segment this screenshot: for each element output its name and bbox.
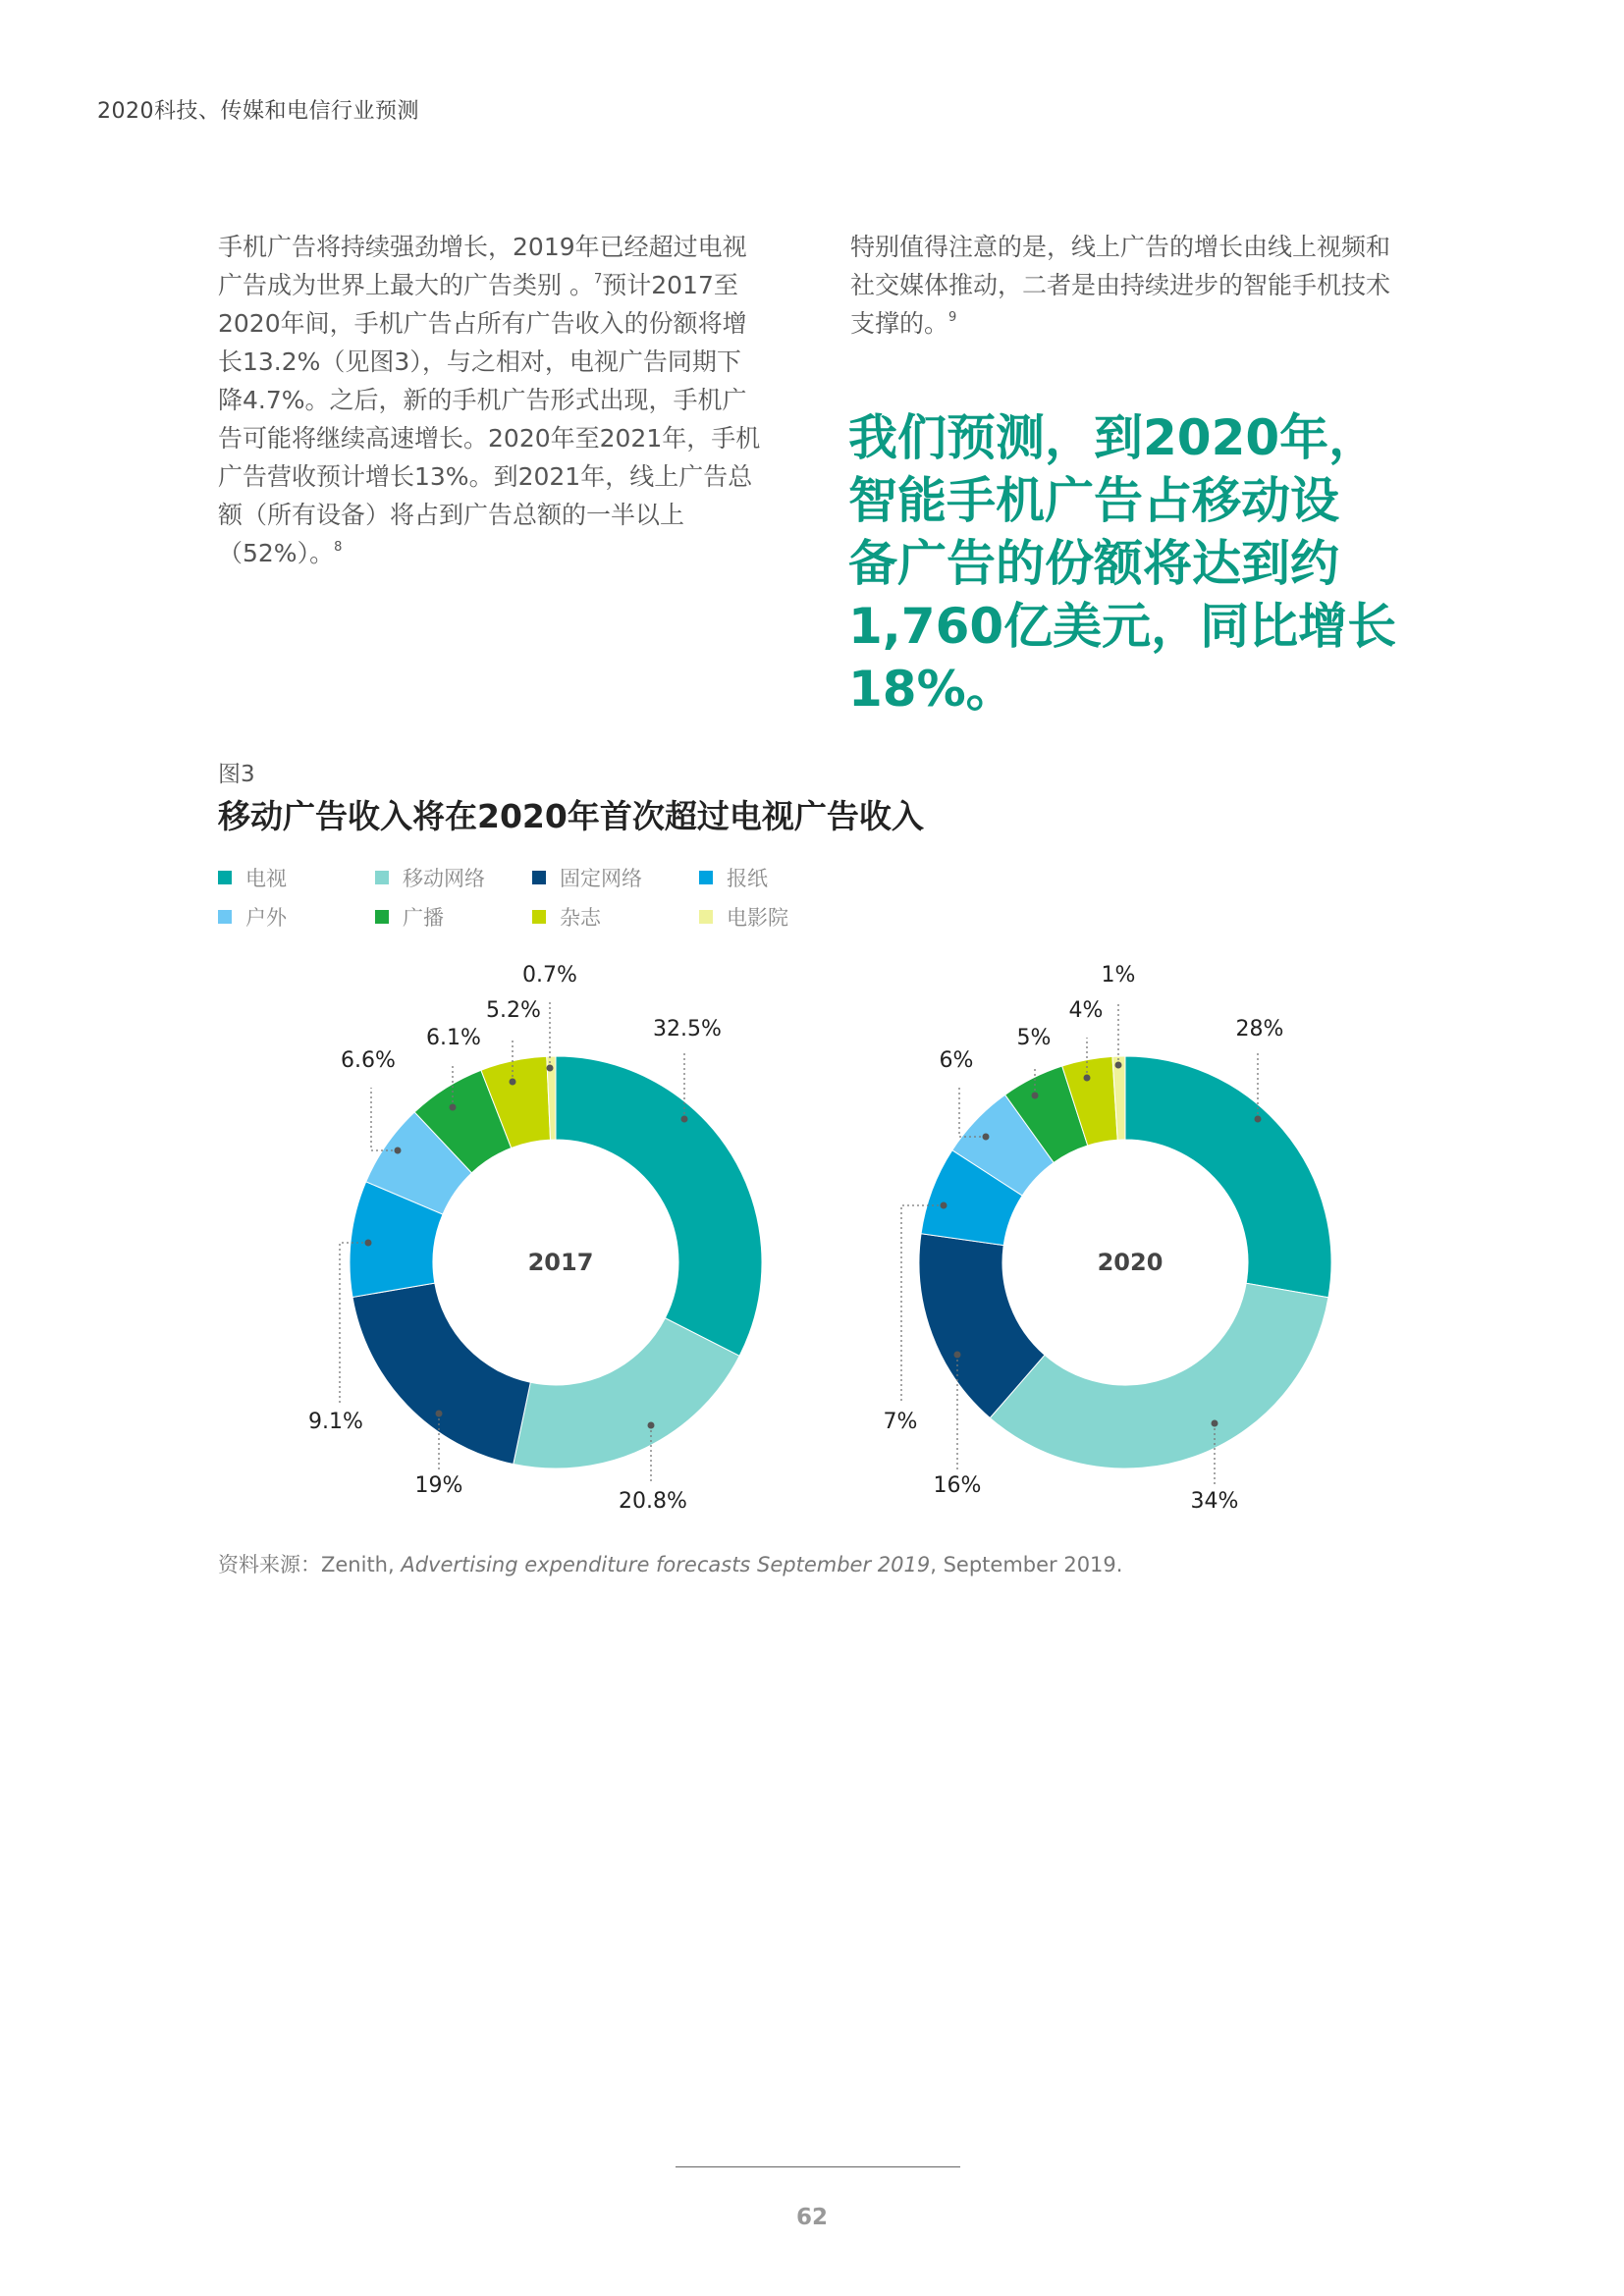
footnote-ref-8[interactable]: 8: [334, 540, 343, 555]
pull-quote-line: 18%。: [848, 661, 1015, 718]
source-note: [218, 1549, 1122, 1578]
data-label: 32.5%: [653, 1017, 722, 1041]
text-run: 广告成为世界上最大的广告类别 。: [218, 271, 594, 299]
data-label: 4%: [1068, 998, 1104, 1023]
source-title: Advertising expenditure forecasts September 2019: [401, 1553, 931, 1576]
text-line: 社交媒体推动，二者是由持续进步的智能手机技术: [850, 271, 1391, 299]
leader-dot: [1115, 1062, 1122, 1069]
text-line: 2020年间，手机广告占所有广告收入的份额将增: [218, 309, 747, 338]
leader-dot: [983, 1134, 990, 1141]
leader-dot: [1032, 1093, 1039, 1099]
leader-dot: [365, 1240, 372, 1247]
data-label: 28%: [1235, 1017, 1284, 1041]
source-prefix: 资料来源：Zenith,: [218, 1553, 402, 1576]
legend-label: 广播: [403, 906, 444, 930]
leader-dot: [450, 1104, 457, 1111]
leader-dot: [1212, 1420, 1218, 1427]
legend-label: 户外: [245, 906, 287, 930]
running-header: 2020科技、传媒和电信行业预测: [97, 99, 419, 124]
leader-dot: [1255, 1116, 1262, 1123]
leader-dot: [681, 1116, 688, 1123]
legend-label: 移动网络: [403, 867, 485, 890]
text-line: 广告营收预计增长13%。到2021年，线上广告总: [218, 462, 753, 491]
data-label: 0.7%: [522, 963, 577, 988]
data-label: 6.1%: [426, 1026, 481, 1050]
legend-label: 电影院: [727, 906, 788, 930]
figure-title: 移动广告收入将在2020年首次超过电视广告收入: [218, 797, 924, 835]
leader-dot: [547, 1065, 554, 1072]
leader-dot: [648, 1422, 655, 1429]
pull-quote-line: 我们预测，到2020年，: [848, 409, 1379, 466]
legend-label: 报纸: [727, 867, 768, 890]
data-label: 5%: [1016, 1026, 1052, 1050]
source-suffix: , September 2019.: [930, 1553, 1123, 1576]
leader-dot: [436, 1411, 443, 1417]
donut-slice-2017-1: [514, 1318, 739, 1468]
pull-quote-line: 智能手机广告占移动设: [848, 472, 1339, 529]
legend-label: 电视: [245, 867, 287, 890]
leader-dot: [395, 1148, 402, 1154]
leader-dot: [941, 1202, 947, 1209]
donut-slice-2020-1: [990, 1283, 1328, 1468]
data-label: 19%: [414, 1473, 463, 1498]
footnote-ref-7[interactable]: 7: [593, 272, 603, 287]
legend-label: 杂志: [560, 906, 601, 930]
data-label: 16%: [933, 1473, 982, 1498]
legend-label: 固定网络: [560, 867, 642, 890]
text-run: 预计2017至: [602, 271, 738, 299]
pull-quote-line: 备广告的份额将达到约: [848, 535, 1339, 592]
data-label: 34%: [1190, 1489, 1239, 1514]
donut-center-label: 2017: [527, 1249, 594, 1276]
donut-center-label: 2020: [1097, 1249, 1164, 1276]
figure-label: 图3: [218, 762, 255, 787]
leader-dot: [510, 1079, 516, 1086]
text-run: （52%）。: [218, 539, 335, 567]
data-label: 20.8%: [619, 1489, 687, 1514]
data-label: 5.2%: [486, 998, 541, 1023]
page-number: 62: [795, 2205, 828, 2230]
data-label: 1%: [1101, 963, 1136, 988]
text-line: 降4.7%。之后，新的手机广告形式出现，手机广: [218, 386, 747, 414]
text-run: 支撑的。: [850, 309, 949, 338]
donut-slice-2017-2: [352, 1283, 530, 1464]
pull-quote-line: 1,760亿美元，同比增长: [848, 598, 1397, 655]
data-label: 7%: [883, 1410, 918, 1434]
leader-dot: [1084, 1075, 1091, 1082]
leader-dot: [954, 1352, 961, 1359]
data-label: 6.6%: [341, 1048, 396, 1073]
text-line: 手机广告将持续强劲增长，2019年已经超过电视: [218, 233, 747, 261]
data-label: 9.1%: [308, 1410, 363, 1434]
footnote-ref-9[interactable]: 9: [948, 310, 957, 325]
footer-divider: [676, 2166, 960, 2167]
text-line: 长13.2%（见图3），与之相对，电视广告同期下: [218, 347, 741, 376]
donut-slice-2017-0: [556, 1056, 762, 1356]
text-line: 告可能将继续高速增长。2020年至2021年，手机: [218, 424, 761, 453]
data-label: 6%: [939, 1048, 974, 1073]
text-line: 特别值得注意的是，线上广告的增长由线上视频和: [850, 233, 1391, 261]
text-line: 额（所有设备）将占到广告总额的一半以上: [218, 501, 685, 529]
